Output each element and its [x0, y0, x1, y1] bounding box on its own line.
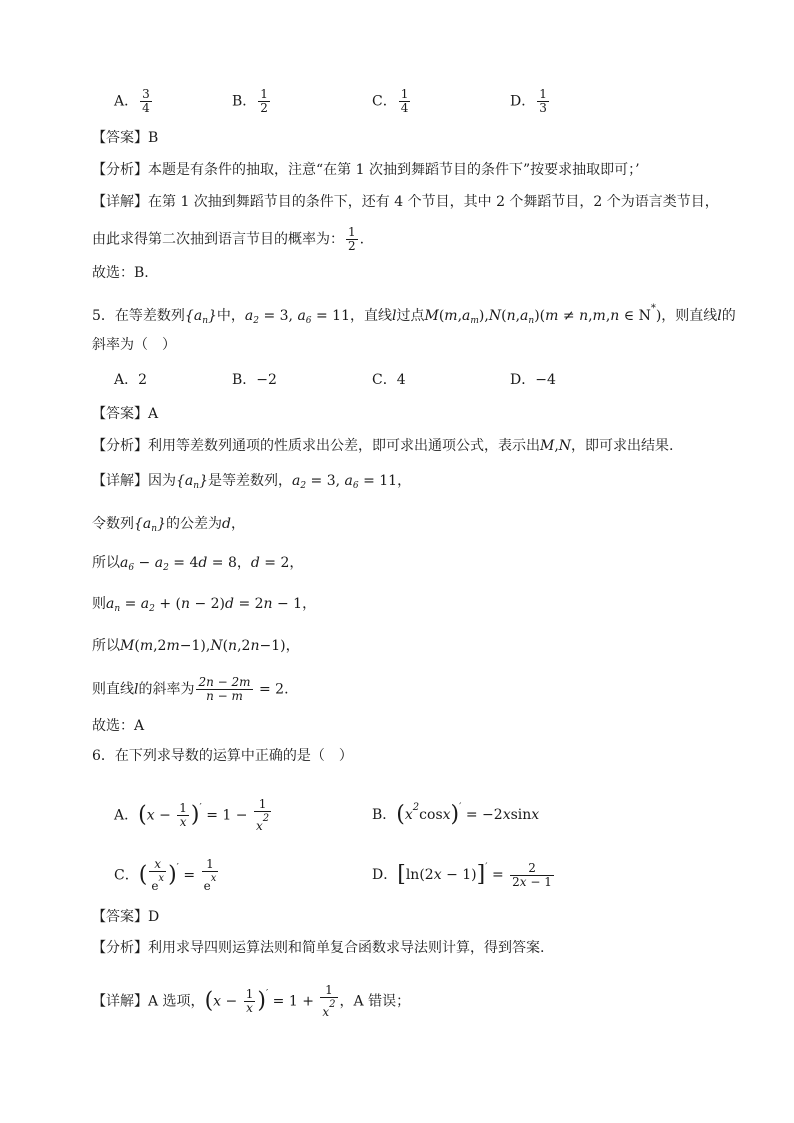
- q4-analysis: 【分析】本题是有条件的抽取，注意“在第 1 次抽到舞蹈节目的条件下”按要求抽取即可；’: [92, 162, 640, 178]
- q5-analysis: 【分析】利用等差数列通项的性质求出公差，即可求出通项公式，表示出M,N，即可求出结果.: [92, 438, 674, 454]
- q5-step-4: 所以M(m,2m−1),N(n,2n−1)，: [92, 638, 300, 654]
- q6-option-c: C．( $\frac{x}{e^x}$ )′ = $\frac{1}{e^x}$: [114, 857, 217, 893]
- q5-conclusion: 故选：A: [92, 718, 145, 734]
- q4-answer: 【答案】B: [92, 130, 159, 146]
- q6-analysis: 【分析】利用求导四则运算法则和简单复合函数求导法则计算，得到答案.: [92, 940, 545, 956]
- q6-detail: 【详解】A 选项，(x − $\frac{1}{x}$ )′ = 1 + $\frac{1}{x^2}$ ，A 错误；: [92, 983, 411, 1019]
- q5-step-2: 所以$a_6 - a_2 = 4d = 8$，d = 2，: [92, 555, 304, 573]
- q5-option-d: D．−4: [510, 372, 556, 388]
- q6-option-b: B．$(x^2\cos x)' = -2xsinx$: [372, 802, 540, 827]
- q5-answer: 【答案】A: [92, 406, 159, 422]
- q5-stem-line2: 斜率为（ ）: [92, 337, 176, 353]
- q5-option-b: B．−2: [232, 372, 277, 388]
- q6-answer: 【答案】D: [92, 909, 160, 925]
- q5-stem-line1: 5．在等差数列$\{a_n\}$中，$a_2 = 3$, $a_6 = 11$，直线l过点$M(m,a_m),N(n,a_n)(m \ne n,m,n$ ∈ N*)，则直线l的: [92, 303, 736, 326]
- q6-option-d: D．[ln(2x − 1)]′ = $\frac{2}{2x - 1}$: [372, 860, 552, 889]
- q4-option-b: B． $\frac{1}{2}$: [232, 87, 268, 115]
- q6-stem: 6．在下列求导数的运算中正确的是（ ）: [92, 748, 353, 764]
- q5-step-5: 则直线l的斜率为 $\frac{2n - 2m}{n - m}$ = 2.: [92, 675, 289, 703]
- q5-option-a: A．2: [114, 372, 148, 388]
- q5-step-1: 令数列$\{a_n\}$的公差为d，: [92, 516, 245, 534]
- q5-detail: 【详解】因为$\{a_n\}$是等差数列，$a_2 = 3$, $a_6 = 11$，: [92, 473, 412, 491]
- q4-conclusion: 故选：B.: [92, 265, 149, 281]
- q6-option-a: A．(x − $\frac{1}{x}$ )′ = 1 − $\frac{1}{x^2}$: [114, 797, 270, 833]
- q4-detail-line2: 由此求得第二次抽到语言节目的概率为： $\frac{1}{2}$ .: [92, 225, 365, 253]
- q4-option-d: D． $\frac{1}{3}$: [510, 87, 547, 115]
- q4-detail-line1: 【详解】在第 1 次抽到舞蹈节目的条件下，还有 4 个节目，其中 2 个舞蹈节目，2 个为语言类节目，: [92, 194, 719, 210]
- q4-option-a: A． $\frac{3}{4}$: [114, 87, 150, 115]
- q4-option-c: C． $\frac{1}{4}$: [372, 87, 409, 115]
- q5-step-3: 则$a_n = a_2 + (n - 2)d = 2n - 1$，: [92, 596, 317, 614]
- q5-option-c: C．4: [372, 372, 406, 388]
